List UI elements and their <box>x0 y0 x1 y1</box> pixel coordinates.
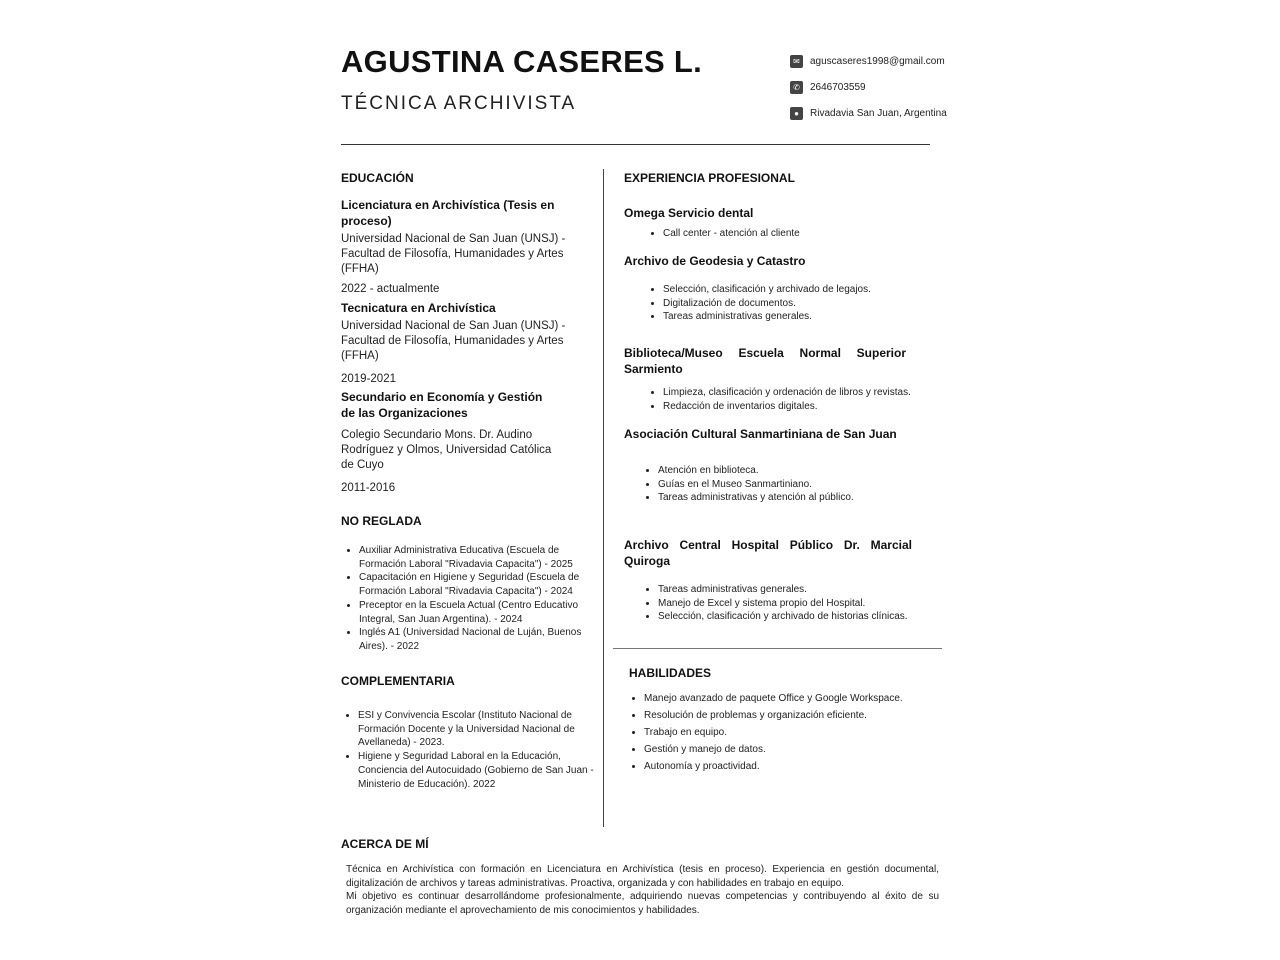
list-item: • Redacción de inventarios digitales. <box>663 400 938 414</box>
list-item: • Inglés A1 (Universidad Nacional de Luján, Buenos Aires). - 2022 <box>359 626 601 653</box>
complementary-list <box>343 709 606 791</box>
list-item: • Auxiliar Administrativa Educativa (Escuela de Formación Laboral "Rivadavia Capacita") - 2025 <box>359 544 601 571</box>
education-institution: Universidad Nacional de San Juan (UNSJ) - Facultad de Filosofía, Humanidades y Artes (FFHA) <box>341 320 566 362</box>
list-item: • ESI y Convivencia Escolar (Instituto Nacional de Formación Docente y la Universidad Nacional de Avellaneda) - 2023. <box>358 709 606 750</box>
list-item: • Capacitación en Higiene y Seguridad (Escuela de Formación Laboral "Rivadavia Capacita") - 2024 <box>359 571 601 598</box>
education-degree: Tecnicatura en Archivística <box>341 301 496 315</box>
location-icon: ● <box>790 107 803 120</box>
list-item: • Atención en biblioteca. <box>658 464 928 478</box>
list-item: • Digitalización de documentos. <box>663 297 933 311</box>
job-place <box>624 537 912 569</box>
education-degree: Licenciatura en Archivística (Tesis en proceso) <box>341 198 555 228</box>
list-item: • Selección, clasificación y archivado de legajos. <box>663 283 933 297</box>
education-heading: EDUCACIÓN <box>341 171 414 185</box>
job-tasks <box>648 227 933 241</box>
non-formal-list <box>344 544 601 654</box>
email-icon: ✉ <box>790 55 803 68</box>
skills-heading: HABILIDADES <box>629 666 712 680</box>
about-paragraph: Mi objetivo es continuar desarrollándome profesionalmente, adquiriendo nuevas competencias y contribuyendo al éxito de su organización mediante el aprovechamiento de mis conocimientos y habilidades. <box>346 891 939 917</box>
list-item: • Gestión y manejo de datos. <box>644 741 934 758</box>
list-item: • Call center - atención al cliente <box>663 227 933 241</box>
job-place: Asociación Cultural Sanmartiniana de San Juan <box>624 427 897 441</box>
education-dates: 2019-2021 <box>341 373 396 385</box>
education-institution: Colegio Secundario Mons. Dr. Audino Rodríguez y Olmos, Universidad Católica de Cuyo <box>341 429 552 471</box>
education-institution: Universidad Nacional de San Juan (UNSJ) - Facultad de Filosofía, Humanidades y Artes (FFHA) <box>341 233 566 275</box>
contact-phone <box>790 81 866 94</box>
location-text: Rivadavia San Juan, Argentina <box>810 108 947 119</box>
list-item: • Limpieza, clasificación y ordenación de libros y revistas. <box>663 386 938 400</box>
list-item: • Autonomía y proactividad. <box>644 758 934 775</box>
list-item: • Tareas administrativas generales. <box>658 583 943 597</box>
about-text <box>346 863 939 918</box>
job-place: Archivo de Geodesia y Catastro <box>624 254 806 268</box>
email-text: aguscaseres1998@gmail.com <box>810 56 945 67</box>
list-item: • Resolución de problemas y organización eficiente. <box>644 707 934 724</box>
about-heading: ACERCA DE MÍ <box>341 837 429 851</box>
phone-icon: ✆ <box>790 81 803 94</box>
experience-heading: EXPERIENCIA PROFESIONAL <box>624 171 795 185</box>
list-item: • Guías en el Museo Sanmartiniano. <box>658 478 928 492</box>
skills-list <box>629 690 934 775</box>
list-item: • Manejo avanzado de paquete Office y Google Workspace. <box>644 690 934 707</box>
full-name: AGUSTINA CASERES L. <box>341 44 703 79</box>
job-place-text: Archivo Central Hospital Público Dr. Marcial Quiroga <box>624 538 912 568</box>
job-place <box>624 345 906 377</box>
header-divider <box>341 144 930 145</box>
education-degree: Secundario en Economía y Gestión de las Organizaciones <box>341 390 543 420</box>
job-tasks <box>648 283 933 324</box>
complementary-heading: COMPLEMENTARIA <box>341 674 455 688</box>
list-item: • Manejo de Excel y sistema propio del Hospital. <box>658 597 943 611</box>
list-item: • Tareas administrativas generales. <box>663 310 933 324</box>
list-item: • Preceptor en la Escuela Actual (Centro Educativo Integral, San Juan Argentina). - 2024 <box>359 599 601 626</box>
list-item: • Selección, clasificación y archivado de historias clínicas. <box>658 610 943 624</box>
about-paragraph: Técnica en Archivística con formación en Licenciatura en Archivística (tesis en proceso). Experiencia en gestión documental, digitalización de archivos y tareas administrativas. Proactiva, organizada y con habilidades en trabajo en equipo. <box>346 864 939 889</box>
skills-divider <box>613 648 942 649</box>
contact-location <box>790 107 947 120</box>
list-item: • Higiene y Seguridad Laboral en la Educación, Conciencia del Autocuidado (Gobierno de San Juan - Ministerio de Educación). 2022 <box>358 750 606 791</box>
phone-text: 2646703559 <box>810 82 866 93</box>
education-dates: 2022 - actualmente <box>341 283 440 295</box>
non-formal-heading: NO REGLADA <box>341 514 422 528</box>
job-tasks <box>643 583 943 624</box>
list-item: • Tareas administrativas y atención al público. <box>658 491 928 505</box>
education-dates: 2011-2016 <box>341 482 396 494</box>
job-place-text: Biblioteca/Museo Escuela Normal Superior Sarmiento <box>624 346 906 376</box>
list-item: • Trabajo en equipo. <box>644 724 934 741</box>
job-place: Omega Servicio dental <box>624 206 754 220</box>
contact-email <box>790 55 945 68</box>
job-title: TÉCNICA ARCHIVISTA <box>341 93 577 114</box>
job-tasks <box>648 386 938 413</box>
job-tasks <box>643 464 928 505</box>
